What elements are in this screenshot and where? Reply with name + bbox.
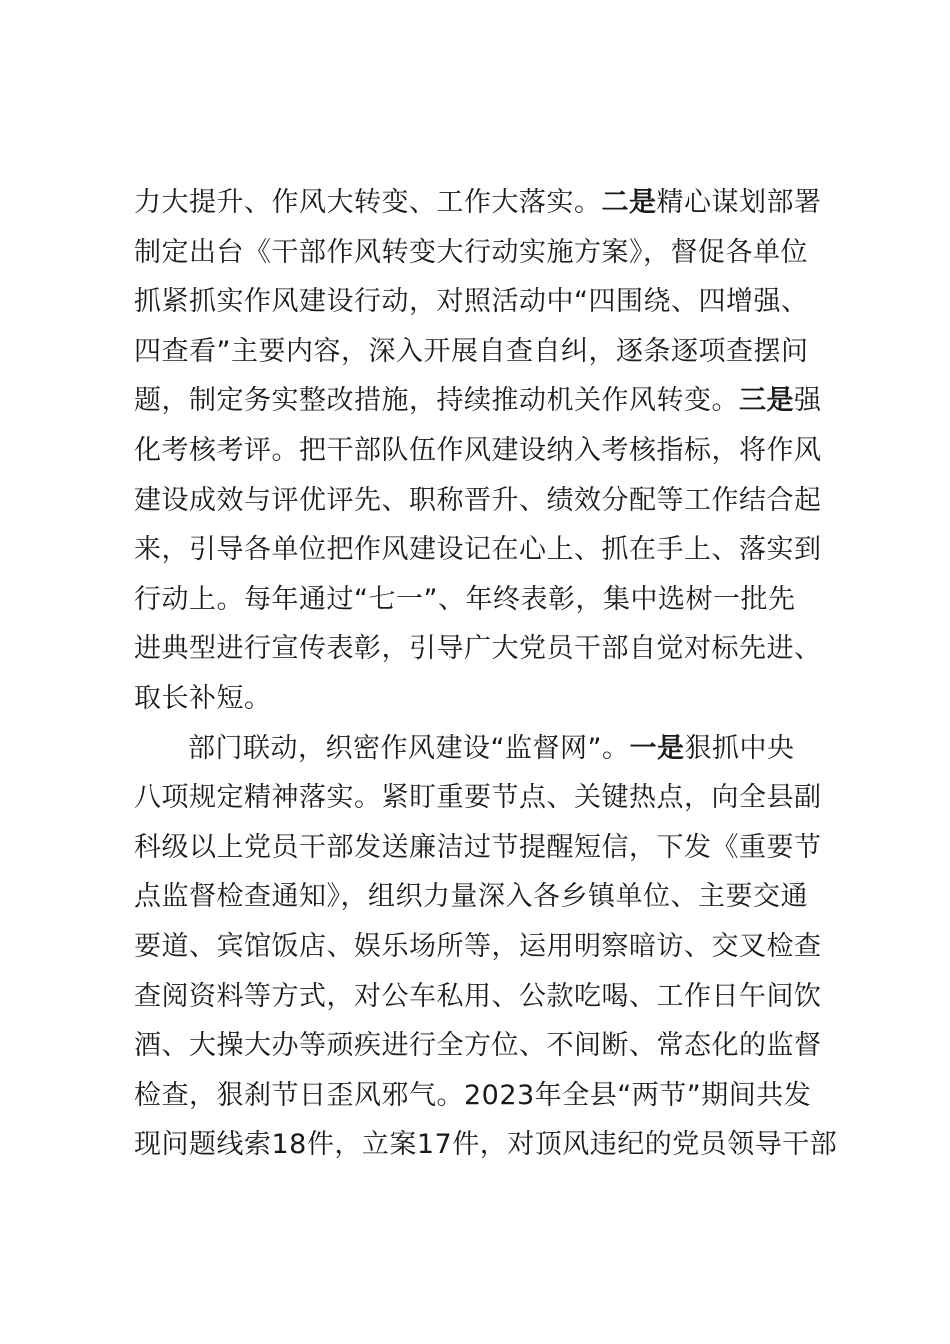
body-text-segment: 酒、大操大办等顽疾进行全方位、不间断、常态化的监督 [134, 1030, 822, 1062]
text-line [134, 376, 854, 426]
body-text-segment: 力大提升、作风大转变、工作大落实。 [134, 187, 602, 218]
body-text-segment: 精心谋划部署 [656, 187, 822, 218]
body-text-segment: 八项规定精神落实。紧盯重要节点、关键热点，向全县副 [134, 782, 822, 814]
text-line [134, 228, 854, 278]
text-line [134, 972, 854, 1022]
text-line [134, 476, 854, 526]
text-line [134, 525, 854, 575]
body-text-segment: 取长补短。 [134, 682, 272, 714]
text-line [134, 773, 854, 823]
text-line [134, 178, 854, 228]
text-line [134, 872, 854, 922]
text-line [134, 1071, 854, 1121]
text-line [134, 277, 854, 327]
body-text-segment: 四查看”主要内容，深入开展自查自纠，逐条逐项查摆问 [134, 335, 809, 367]
body-text-segment: 建设成效与评优评先、职称晋升、绩效分配等工作结合起 [134, 484, 822, 516]
body-text-segment: 科级以上党员干部发送廉洁过节提醒短信，下发《重要节 [134, 831, 822, 863]
body-text-segment: 现问题线索18件，立案17件，对顶风违纪的党员领导干部 [134, 1129, 838, 1161]
body-text-segment: 行动上。每年通过“七一”、年终表彰，集中选树一批先 [134, 583, 796, 615]
text-line [134, 624, 854, 674]
text-line [134, 922, 854, 972]
body-text-segment: 来，引导各单位把作风建设记在心上、抓在手上、落实到 [134, 534, 822, 566]
text-line [134, 1021, 854, 1071]
body-text-segment: 狠抓中央 [684, 732, 795, 764]
body-text-segment: 题，制定务实整改措施，持续推动机关作风转变。 [134, 385, 739, 417]
bold-lead-text: 二是 [601, 187, 657, 218]
body-text-segment: 制定出台《干部作风转变大行动实施方案》，督促各单位 [134, 236, 808, 268]
body-text-segment: 查阅资料等方式，对公车私用、公款吃喝、工作日午间饮 [134, 980, 822, 1012]
text-line [134, 823, 854, 873]
text-line [134, 426, 854, 476]
body-text-segment: 检查，狠刹节日歪风邪气。2023年全县“两节”期间共发 [134, 1079, 812, 1111]
bold-lead-text: 三是 [739, 385, 794, 417]
body-text-segment: 要道、宾馆饭店、娱乐场所等，运用明察暗访、交叉检查 [134, 930, 822, 962]
document-body [134, 178, 854, 1170]
body-text-segment: 抓紧抓实作风建设行动，对照活动中“四围绕、四增强、 [134, 286, 809, 318]
body-text-segment: 进典型进行宣传表彰，引导广大党员干部自觉对标先进、 [134, 633, 822, 665]
bold-lead-text: 一是 [629, 732, 685, 764]
body-text-segment: 部门联动，织密作风建设“监督网”。 [188, 732, 630, 764]
body-text-segment: 点监督检查通知》，组织力量深入各乡镇单位、主要交通 [134, 881, 808, 913]
text-line [134, 575, 854, 625]
body-text-segment: 强 [794, 385, 822, 417]
text-line [134, 1120, 854, 1170]
text-line [134, 327, 854, 377]
body-text-segment: 化考核考评。把干部队伍作风建设纳入考核指标，将作风 [134, 434, 822, 466]
text-line [134, 724, 854, 774]
text-line [134, 674, 854, 724]
